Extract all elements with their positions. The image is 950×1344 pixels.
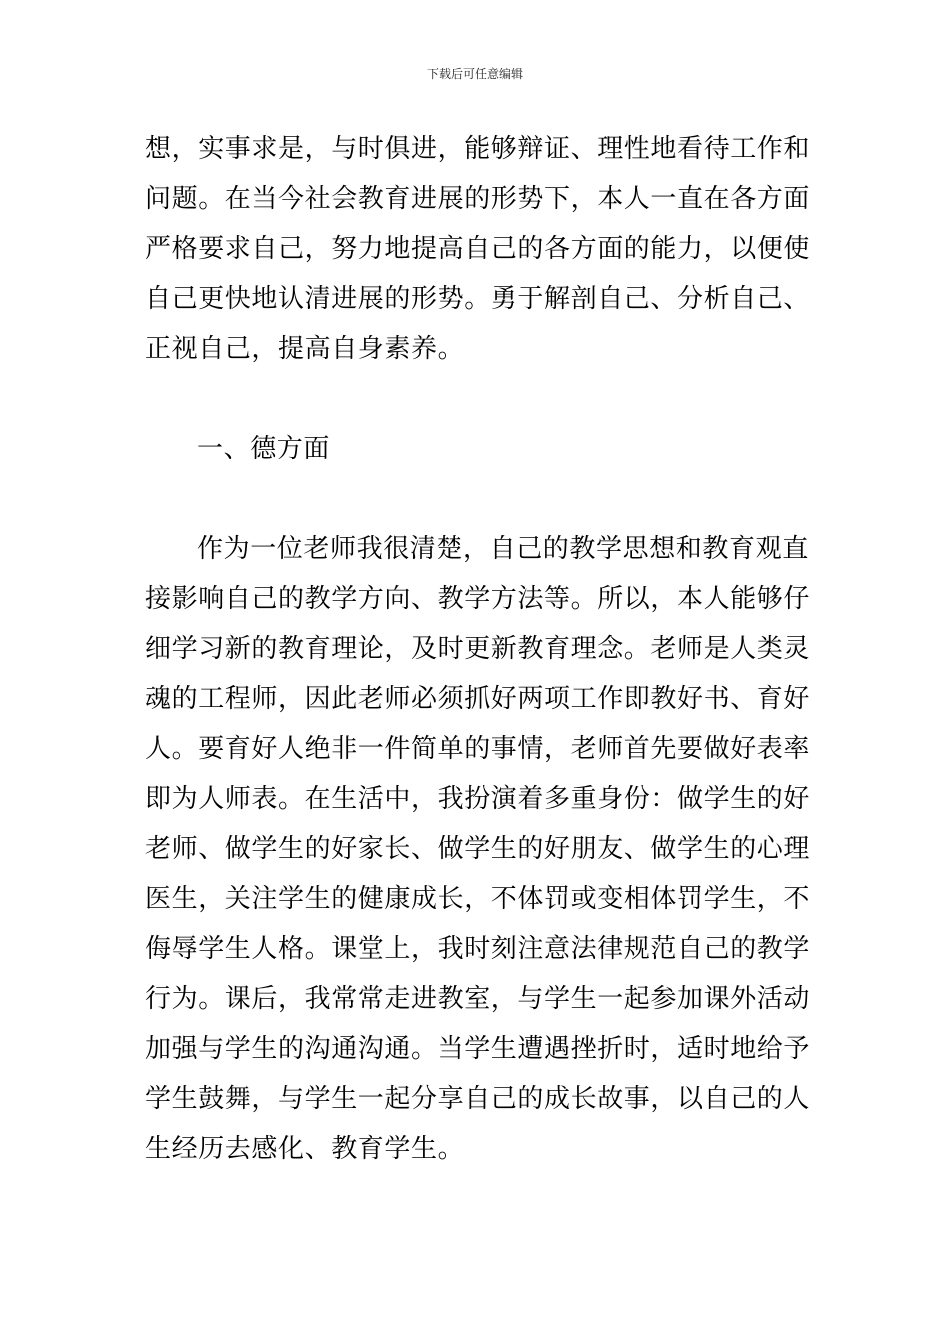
paragraph-line: 自己更快地认清进展的形势。勇于解剖自己、分析自己、 [145, 284, 811, 314]
paragraph-line: 老师、做学生的好家长、做学生的好朋友、做学生的心理 [145, 834, 811, 864]
paragraph-line: 细学习新的教育理论，及时更新教育理念。老师是人类灵 [145, 634, 811, 664]
paragraph-line: 加强与学生的沟通沟通。当学生遭遇挫折时，适时地给予 [145, 1034, 811, 1064]
paragraph-line: 正视自己，提高自身素养。 [145, 334, 465, 364]
paragraph-line: 侮辱学生人格。课堂上，我时刻注意法律规范自己的教学 [145, 934, 811, 964]
paragraph-line: 医生，关注学生的健康成长，不体罚或变相体罚学生，不 [145, 884, 811, 914]
paragraph-line: 行为。课后，我常常走进教室，与学生一起参加课外活动 [145, 984, 811, 1014]
paragraph-line: 问题。在当今社会教育进展的形势下，本人一直在各方面 [145, 184, 811, 214]
paragraph-line: 即为人师表。在生活中，我扮演着多重身份：做学生的好 [145, 784, 811, 814]
paragraph-line: 学生鼓舞，与学生一起分享自己的成长故事，以自己的人 [145, 1084, 811, 1114]
paragraph-line: 想，实事求是，与时俱进，能够辩证、理性地看待工作和 [145, 134, 811, 164]
paragraph-line: 人。要育好人绝非一件简单的事情，老师首先要做好表率 [145, 734, 811, 764]
paragraph-line: 作为一位老师我很清楚，自己的教学思想和教育观直 [197, 534, 809, 564]
paragraph-line: 生经历去感化、教育学生。 [145, 1134, 465, 1164]
section-heading [197, 424, 862, 474]
page-header: 下载后可任意编辑 [426, 67, 523, 81]
section-heading-text: 一、德方面 [197, 434, 331, 464]
paragraph-continuation [145, 124, 810, 374]
paragraph-line: 魂的工程师，因此老师必须抓好两项工作即教好书、育好 [145, 684, 811, 714]
paragraph-line: 严格要求自己，努力地提高自己的各方面的能力，以便使 [145, 234, 811, 264]
paragraph-ethics [145, 524, 810, 1174]
paragraph-line: 接影响自己的教学方向、教学方法等。所以，本人能够仔 [145, 584, 811, 614]
